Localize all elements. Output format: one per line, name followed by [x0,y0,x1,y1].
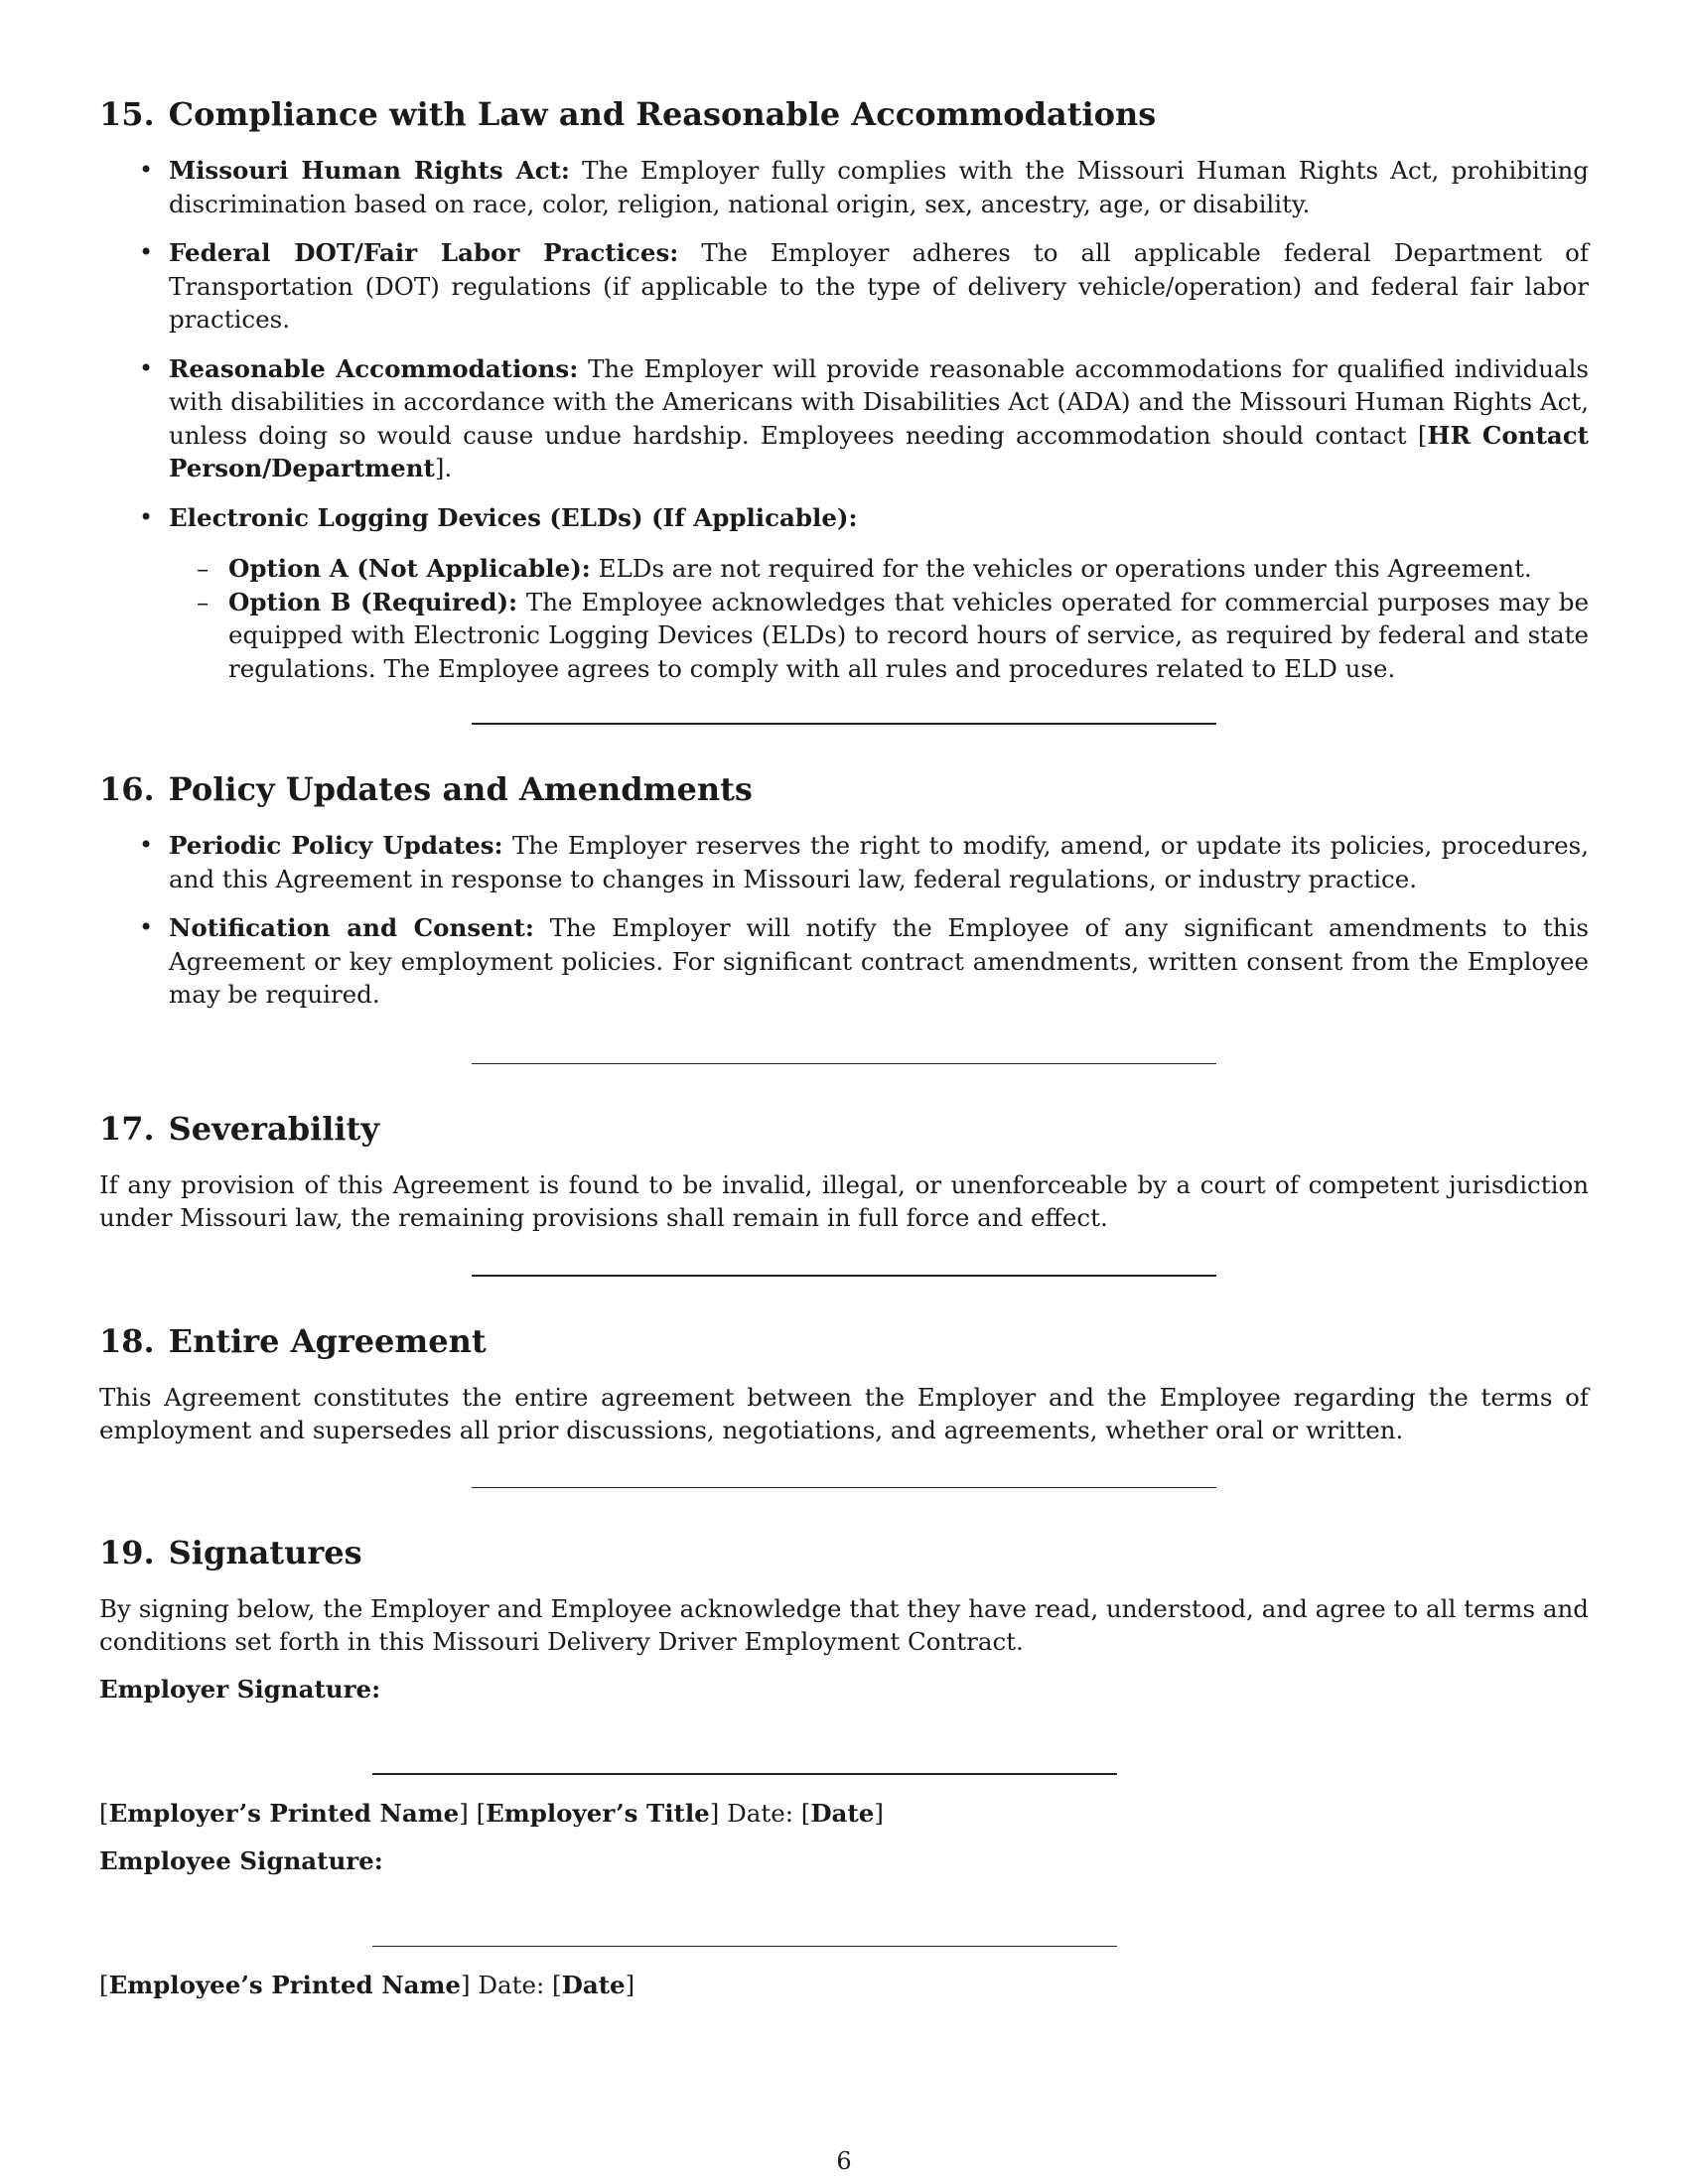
employer-signature-line [372,1773,1117,1775]
option-item: – Option B (Required): The Employee acknowledges that vehicles operated for commercial purposes may be equipped with Electronic Logging Devices (ELDs) to record hours of service, as required by federal and state regulations. The Employee agrees to comply with all rules and procedures related to ELD use. [228,586,1589,686]
employee-signature-label: Employee Signature: [99,1845,383,1875]
section-heading: 19. Signatures [99,1533,362,1571]
list-item: • Electronic Logging Devices (ELDs) (If Applicable): – Option A (Not Applicable): ELDs are not required for the vehicles or operations under this Agreement. – Option B (Required): The Employee acknowledges that vehicles operated for commercial purposes may be equipped with Electronic Logging Devices (ELDs) to record hours of service, as required by federal and state regulations. The Employee agrees to comply with all rules and procedures related to ELD use. [169,501,1589,686]
section-heading: 18. Entire Agreement [99,1321,487,1360]
employee-signature-line-wrap [0,1877,1589,1947]
list-item: • Federal DOT/Fair Labor Practices: The Employer adheres to all applicable federal Department of Transportation (DOT) regulations (if applicable to the type of delivery vehicle/operation) and federal fair labor practices. [169,236,1589,337]
document-page [99,94,1589,2002]
employer-signature-label: Employer Signature: [99,1674,381,1704]
employer-printed-info: [Employer’s Printed Name] [Employer’s Title] Date: [Date] [99,1799,884,1828]
list-item: • Notification and Consent: The Employer will notify the Employee of any significant amendments to this Agreement or key employment policies. For significant contract amendments, written consent from the Employee may be required. [169,911,1589,1012]
list-item: • Reasonable Accommodations: The Employer will provide reasonable accommodations for qualified individuals with disabilities in accordance with the Americans with Disabilities Act (ADA) and the Missouri Human Rights Act, unless doing so would cause undue hardship. Employees needing accommodation should contact [HR Contact Person/Department]. [169,352,1589,485]
section-16 [99,769,1589,1012]
employer-signature-line-wrap [0,1706,1589,1775]
option-item: – Option A (Not Applicable): ELDs are not required for the vehicles or operations under this Agreement. [228,552,1589,586]
section-15 [99,94,1589,685]
bullet-list [99,829,1589,1012]
section-heading: 15. Compliance with Law and Reasonable Accommodations [99,95,1157,133]
page-number: 6 [836,2147,852,2175]
bullet-list [99,154,1589,685]
employee-signature-line [372,1946,1117,1947]
section-heading: 17. Severability [99,1109,379,1148]
section-18 [99,1321,1589,1447]
section-heading: 16. Policy Updates and Amendments [99,770,753,808]
section-body: This Agreement constitutes the entire agreement between the Employer and the Employee regarding the terms of employment and supersedes all prior discussions, negotiations, and agreements, whether oral or written. [99,1382,1589,1444]
list-item: • Missouri Human Rights Act: The Employer fully complies with the Missouri Human Rights Act, prohibiting discrimination based on race, color, religion, national origin, sex, ancestry, age, or disability. [169,154,1589,220]
section-body: If any provision of this Agreement is found to be invalid, illegal, or unenforceable by a court of competent jurisdiction under Missouri law, the remaining provisions shall remain in full force and effect. [99,1169,1589,1232]
list-item: • Periodic Policy Updates: The Employer reserves the right to modify, amend, or update its policies, procedures, and this Agreement in response to changes in Missouri law, federal regulations, or industry practice. [169,829,1589,895]
employee-printed-info: [Employee’s Printed Name] Date: [Date] [99,1971,635,1999]
section-19 [99,1533,1589,2002]
section-17 [99,1109,1589,1235]
section-body: By signing below, the Employer and Employee acknowledge that they have read, understood, and agree to all terms and conditions set forth in this Missouri Delivery Driver Employment Contract. [99,1593,1589,1656]
option-list [169,552,1589,685]
